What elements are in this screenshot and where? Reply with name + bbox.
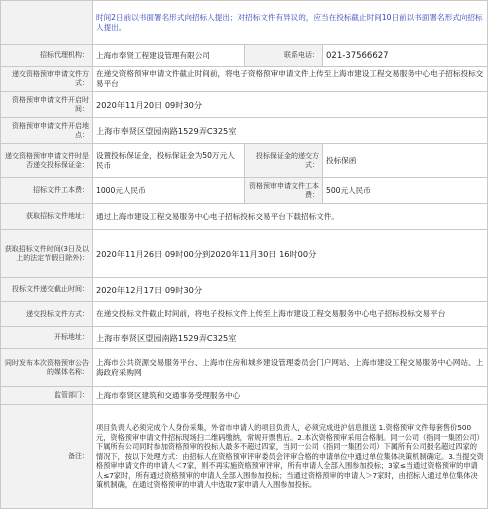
- open-place-value: 上海市奉贤区望园南路1529弄C325室: [93, 327, 488, 349]
- deadline-label: 投标文件递交截止时间：: [1, 278, 93, 302]
- notice-text: 时间2日前以书面署名形式向招标人提出；对招标文件有异议的，应当在投标截止时间10日前以书面署名形式向招标人提出。: [93, 1, 488, 45]
- remark-row: [1, 405, 488, 509]
- supervisor-row: [1, 387, 488, 405]
- prequal-fee-label: 资格预审申请文件工本费：: [245, 178, 323, 204]
- bid-method-row: [1, 302, 488, 327]
- notice-row: [1, 1, 488, 45]
- prequal-method-value: 在递交资格预审申请文件截止时间前，将电子资格预审申请文件上传至上海市建设工程交易服务中心电子招标投标交易平台: [93, 67, 488, 92]
- obtain-time-row: [1, 230, 488, 278]
- phone-value: 021-37566627: [323, 45, 488, 67]
- obtain-method-label: 获取招标文件地址：: [1, 204, 93, 230]
- bond-label: 递交资格预审申请文件时是否递交投标保证金：: [1, 144, 93, 178]
- phone-label: 联系电话：: [245, 45, 323, 67]
- obtain-time-label: 获取招标文件时间(3日及以上的法定节假日除外)：: [1, 230, 93, 278]
- prequal-open-time-label: 资格预审申请文件开启时间：: [1, 92, 93, 118]
- open-place-label: 开标地址：: [1, 327, 93, 349]
- fee-value: 1000元人民币: [93, 178, 245, 204]
- supervisor-label: 监管部门：: [1, 387, 93, 405]
- supervisor-value: 上海市奉贤区建筑和交通事务受理服务中心: [93, 387, 488, 405]
- agent-label: 招标代理机构：: [1, 45, 93, 67]
- prequal-open-time-row: [1, 92, 488, 118]
- prequal-fee-value: 500元人民币: [323, 178, 488, 204]
- obtain-method-row: [1, 204, 488, 230]
- prequal-open-place-value: 上海市奉贤区望园南路1529弄C325室: [93, 118, 488, 144]
- bond-value: 设置投标保证金，投标保证金为50万元人民币: [93, 144, 245, 178]
- prequal-method-row: [1, 67, 488, 92]
- media-label: 同时发布本次资格预审公告的媒体名称：: [1, 349, 93, 387]
- deadline-value: 2020年12月17日 09时30分: [93, 278, 488, 302]
- prequal-open-place-row: [1, 118, 488, 144]
- prequal-method-label: 递交资格预审申请文件方式：: [1, 67, 93, 92]
- fee-label: 招标文件工本费：: [1, 178, 93, 204]
- remark-value: 项目负责人必须完成个人身份采集，外省市申请人的项目负责人，必须完成进沪信息报送 1.资格预审文件每套售价500元，资格预审申请文件招标现场扫二维码缴纳，常规开票售后。2.本次资格预审采用合格制。同一公司（指同一集团公司）下属所有公司同时参加资格预审的投标人最多不超过四家，当同一公司（指同一集团公司）下属所有公司报名超过四家的情况下，按以下处理方式：由招标人在资格预审评审委员会评审合格的申请单位中通过单位集体决策机制确定。3.当提交资格预审申请文件的申请人＜7家，则不再实施资格预审评审，所有申请人全部入围参加投标；3家≤当通过资格预审的申请人≤7家时，所有通过资格预审的申请人全部入围参加投标；当通过资格预审的申请人＞7家时，由招标人通过单位集体决策机制确，在通过资格预审的申请人中选取7家申请人入围参加投标。: [93, 405, 488, 509]
- media-value: 上海市公共资源交易服务平台、上海市住房和城乡建设管理委员会门户网站、上海市建设工程交易服务中心网站、上海政府采购网: [93, 349, 488, 387]
- agent-value: 上海市奉贤工程建设管理有限公司: [93, 45, 245, 67]
- bond-row: [1, 144, 488, 178]
- deadline-row: [1, 278, 488, 302]
- obtain-time-value: 2020年11月26日 09时00分到2020年11月30日 16时00分: [93, 230, 488, 278]
- prequal-open-place-label: 资格预审申请文件开启地点：: [1, 118, 93, 144]
- fee-row: [1, 178, 488, 204]
- obtain-method-value: 通过上海市建设工程交易服务中心电子招标投标交易平台下载招标文件。: [93, 204, 488, 230]
- bid-method-value: 在递交投标文件截止时间前，将电子投标文件上传至上海市建设工程交易服务中心电子招标投标交易平台: [93, 302, 488, 327]
- bond-form-value: 投标保函: [323, 144, 488, 178]
- open-place-row: [1, 327, 488, 349]
- bond-form-label: 投标保证金的递交方式：: [245, 144, 323, 178]
- agent-row: [1, 45, 488, 67]
- prequal-open-time-value: 2020年11月20日 09时30分: [93, 92, 488, 118]
- bid-method-label: 递交投标文件方式：: [1, 302, 93, 327]
- media-row: [1, 349, 488, 387]
- notice-label-cell: [1, 1, 93, 45]
- remark-label: 备注：: [1, 405, 93, 509]
